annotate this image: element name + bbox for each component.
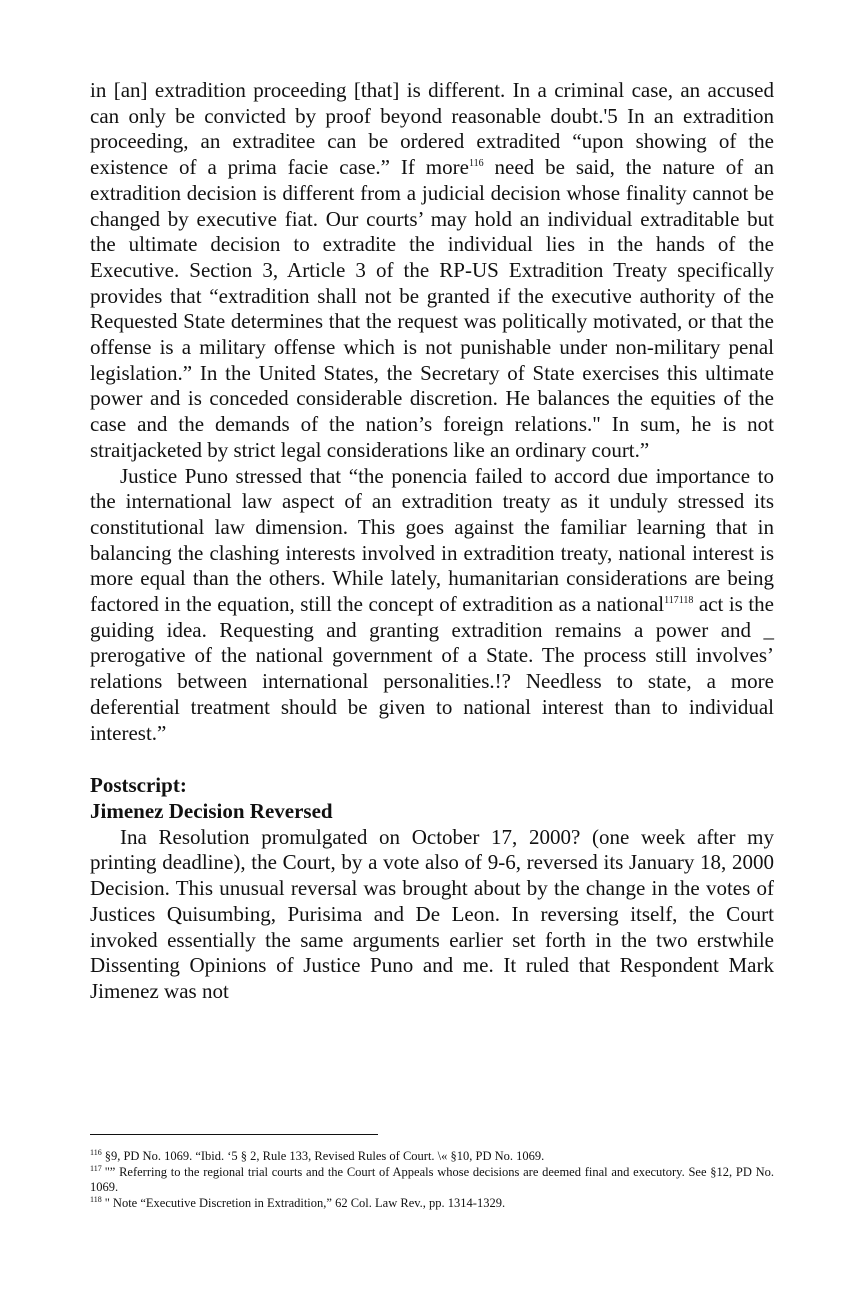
footnotes xyxy=(90,1134,774,1211)
heading-postscript: Postscript: xyxy=(90,773,187,798)
footnote-divider xyxy=(90,1134,378,1135)
footnote-ref-117-118[interactable]: 117118 xyxy=(664,595,694,607)
postscript-heading xyxy=(90,773,774,824)
body-text xyxy=(90,78,774,1005)
footnote-116: $^{116}$ §9, PD No. 1069. “Ibid. ‘5 § 2, Rule 133, Revised Rules of Court. \« §10, PD No. 1069. xyxy=(90,1148,545,1163)
paragraph-3: Ina Resolution promulgated on October 17, 2000? (one week after my printing deadline), the Court, by a vote also of 9-6, reversed its January 18, 2000 Decision. This unusual reversal was brought about by the change in the votes of Justices Quisumbing, Purisima and De Leon. In reversing itself, the Court invoked essentially the same arguments earlier set forth in the two erstwhile Dissenting Opinions of Justice Puno and me. It ruled that Respondent Mark Jimenez was not xyxy=(90,824,774,1003)
paragraph-1: in [an] extradition proceeding [that] is different. In a criminal case, an accused can only be convicted by proof beyond reasonable doubt.'5 In an extradition proceeding, an extraditee can be ordered extradited “upon showing of the existence of a prima facie case.” If more$^{116}$ need be said, the nature of an extradition decision is different from a judicial decision whose finality cannot be changed by executive fiat. Our courts’ may hold an individual extraditable but the ultimate decision to extradite the individual lies in the hands of the Executive. Section 3, Article 3 of the RP-US Extradition Treaty specifically provides that “extradition shall not be granted if the executive authority of the Requested State determines that the request was politically motivated, or that the offense is a military offense which is not punishable under non-military penal legislation.” In the United States, the Secretary of State exercises this ultimate power and is conceded considerable discretion. He balances the equities of the case and the demands of the nation’s foreign relations." In sum, he is not straitjacketed by strict legal considerations like an ordinary court.” xyxy=(90,78,774,462)
page-content xyxy=(90,78,774,1005)
footnote-117: $^{117}$ "” Referring to the regional trial courts and the Court of Appeals whose decisions are deemed final and executory. See §12, PD No. 1069. xyxy=(90,1163,774,1194)
heading-jimenez-decision: Jimenez Decision Reversed xyxy=(90,798,333,823)
paragraph-2: Justice Puno stressed that “the ponencia failed to accord due importance to the international law aspect of an extradition treaty as it unduly stressed its constitutional law dimension. This goes against the familiar learning that in balancing the clashing interests involved in extradition treaty, national interest is more equal than the others. While lately, humanitarian considerations are being factored in the equation, still the concept of extradition as a national$^{117118}$ act is the guiding idea. Requesting and granting extradition remains a power and _ prerogative of the national government of a State. The process still involves’ relations between international personalities.!? Needless to state, a more deferential treatment should be given to national interest than to individual interest.” xyxy=(90,463,774,745)
footnote-ref-116[interactable]: 116 xyxy=(468,158,484,170)
footnote-118: $^{118}$ " Note “Executive Discretion in Extradition,” 62 Col. Law Rev., pp. 1314-1329. xyxy=(90,1194,506,1210)
